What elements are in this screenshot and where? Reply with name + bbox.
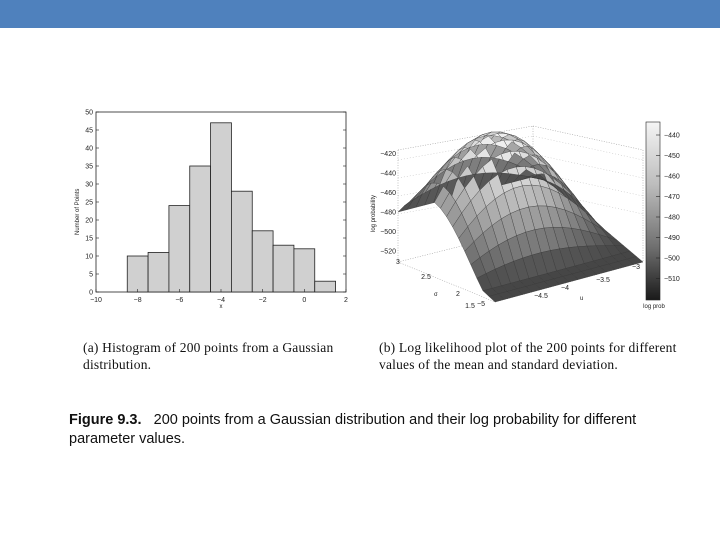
histogram-ylabel: Number of Points bbox=[75, 188, 81, 235]
surface-sigma-tick-label: 2.5 bbox=[421, 274, 431, 281]
colorbar-tick-label: −450 bbox=[664, 153, 680, 160]
surface-xlabel-mu: u bbox=[580, 296, 584, 302]
figure-caption-text: 200 points from a Gaussian distribution and their log probability for different parameter values. bbox=[69, 412, 637, 447]
surface-zlabel: log probability bbox=[371, 194, 377, 232]
histogram-xtick-label: −6 bbox=[175, 297, 184, 304]
surface-sigma-tick-label: 2 bbox=[456, 291, 460, 298]
colorbar-tick-label: −460 bbox=[664, 173, 680, 181]
surface-ztick-label: −480 bbox=[380, 209, 396, 217]
colorbar bbox=[646, 122, 660, 300]
colorbar-tick-label: −480 bbox=[664, 214, 680, 222]
surface-sigma-tick-label: 1.5 bbox=[465, 303, 475, 310]
surface-ztick-label: −520 bbox=[380, 248, 396, 256]
colorbar-tick-label: −490 bbox=[664, 235, 680, 242]
histogram-bar bbox=[211, 123, 232, 292]
histogram-bar bbox=[294, 249, 315, 292]
figure-label: Figure 9.3. bbox=[69, 412, 142, 428]
histogram-bar bbox=[127, 256, 148, 292]
surface-mu-tick-label: −5 bbox=[477, 301, 485, 308]
figure-caption bbox=[69, 411, 699, 449]
surface-ylabel-sigma: σ bbox=[434, 292, 438, 298]
surface-mu-tick-label: −3 bbox=[632, 264, 640, 271]
histogram-bar bbox=[148, 252, 169, 292]
histogram-ytick-label: 10 bbox=[85, 253, 93, 261]
histogram-chart bbox=[75, 110, 348, 311]
histogram-ytick-label: 20 bbox=[85, 217, 93, 225]
histogram-ytick-label: 30 bbox=[85, 181, 93, 189]
surface-ztick-label: −420 bbox=[380, 151, 396, 158]
surface-sigma-tick-label: 3 bbox=[396, 259, 400, 266]
histogram-ytick-label: 50 bbox=[85, 109, 93, 117]
histogram-xtick-label: 0 bbox=[302, 297, 307, 304]
histogram-ytick-label: 40 bbox=[85, 145, 93, 153]
surface-ztick-label: −440 bbox=[380, 170, 396, 178]
caption-b: (b) Log likelihood plot of the 200 points for different values of the mean and standard deviation. bbox=[379, 340, 677, 372]
surface-ztick-label: −500 bbox=[380, 229, 396, 236]
histogram-bar bbox=[190, 166, 211, 292]
histogram-xtick-label: −2 bbox=[258, 297, 267, 304]
colorbar-tick-label: −510 bbox=[664, 276, 680, 283]
histogram-bar bbox=[169, 206, 190, 292]
histogram-xlabel: x bbox=[219, 304, 223, 310]
histogram-xtick-label: −8 bbox=[133, 297, 142, 304]
histogram-bar bbox=[252, 231, 273, 292]
surface-chart bbox=[371, 122, 680, 310]
histogram-ytick-label: 0 bbox=[89, 289, 93, 297]
colorbar-tick-label: −500 bbox=[664, 255, 680, 263]
histogram-ytick-label: 5 bbox=[89, 271, 93, 279]
histogram-ytick-label: 15 bbox=[85, 235, 93, 243]
histogram-bar bbox=[231, 191, 252, 292]
surface-mu-tick-label: −3.5 bbox=[596, 277, 610, 284]
colorbar-label: log prob bbox=[643, 304, 665, 310]
caption-a: (a) Histogram of 200 points from a Gaussian distribution. bbox=[83, 340, 334, 372]
histogram-ytick-label: 45 bbox=[85, 127, 93, 135]
histogram-xtick-label: 2 bbox=[344, 297, 348, 304]
surface-ztick-label: −460 bbox=[380, 190, 396, 197]
colorbar-tick-label: −440 bbox=[664, 132, 680, 140]
surface-mu-tick-label: −4.5 bbox=[534, 293, 548, 300]
colorbar-tick-label: −470 bbox=[664, 194, 680, 201]
histogram-xtick-label: −4 bbox=[217, 297, 225, 304]
histogram-ytick-label: 25 bbox=[85, 199, 93, 207]
histogram-ytick-label: 35 bbox=[85, 163, 93, 171]
histogram-bar bbox=[273, 245, 294, 292]
histogram-bar bbox=[315, 281, 336, 292]
surface-mu-tick-label: −4 bbox=[561, 285, 569, 292]
histogram-xtick-label: −10 bbox=[90, 297, 102, 304]
